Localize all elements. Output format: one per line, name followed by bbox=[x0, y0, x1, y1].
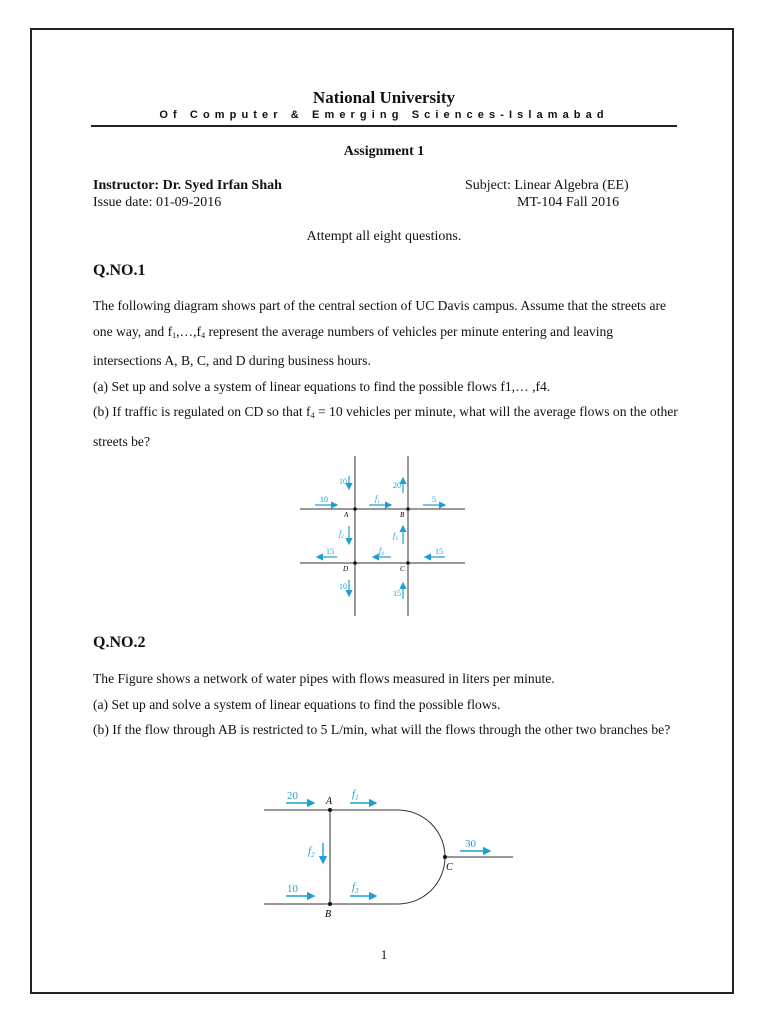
q2-part-a: (a) Set up and solve a system of linear equations to find the possible flows. bbox=[93, 696, 501, 712]
instructor: Instructor: Dr. Syed Irfan Shah bbox=[93, 178, 282, 193]
label-b: B bbox=[325, 909, 332, 920]
q1-part-a: (a) Set up and solve a system of linear equations to find the possible flows f1,… ,f4. bbox=[93, 378, 551, 394]
flow-left-bottom-label: 15 bbox=[326, 547, 334, 556]
label-b: B bbox=[400, 511, 405, 519]
label-d: D bbox=[343, 565, 349, 573]
label-c: C bbox=[400, 565, 405, 573]
course-code: MT-104 Fall 2016 bbox=[517, 195, 620, 210]
flow-right-top-label: 5 bbox=[432, 495, 436, 504]
label-a: A bbox=[326, 796, 333, 807]
flow-f3-label: $f_3$ bbox=[393, 531, 398, 542]
pipe-network-diagram bbox=[258, 775, 520, 927]
q2-line1: The Figure shows a network of water pipes with flows measured in liters per minute. bbox=[93, 671, 555, 686]
node-d bbox=[353, 561, 357, 565]
flow-f2-label: $f_2$ bbox=[308, 845, 315, 859]
university-subtitle: Of Computer & Emerging Sciences-Islamabad bbox=[159, 109, 609, 121]
assignment-title: Assignment 1 bbox=[343, 144, 425, 159]
flow-in-top-label: 20 bbox=[287, 790, 298, 802]
flow-in-bottom-label: 10 bbox=[287, 883, 298, 895]
flow-top-left-label: 10 bbox=[339, 477, 347, 486]
flow-f1-label: $f_1$ bbox=[375, 494, 380, 505]
q1-heading: Q.NO.1 bbox=[93, 262, 146, 279]
q2-part-b: (b) If the flow through AB is restricted to 5 L/min, what will the flows through the other two branches be? bbox=[93, 722, 671, 737]
label-c: C bbox=[446, 862, 453, 873]
q1-sub4: 4 bbox=[201, 330, 206, 340]
flow-top-right-label: 20 bbox=[393, 481, 401, 490]
issue-date: Issue date: 01-09-2016 bbox=[93, 195, 222, 210]
label-a: A bbox=[344, 511, 349, 519]
flow-out-label: 30 bbox=[465, 838, 476, 850]
flow-left-top-label: 10 bbox=[320, 495, 328, 504]
q1-part-b-pre: (b) If traffic is regulated on CD so that f bbox=[93, 404, 311, 419]
q1-part-b-sub: 4 bbox=[310, 411, 315, 420]
node-a bbox=[328, 808, 332, 812]
subject: Subject: Linear Algebra (EE) bbox=[465, 178, 629, 193]
q1-text-b: represent the average numbers of vehicles per minute entering and leaving intersections A, B, C, and D during business hours. bbox=[93, 323, 614, 368]
node-c bbox=[406, 561, 410, 565]
flow-f2-label: $f_2$ bbox=[339, 529, 344, 540]
node-b bbox=[328, 902, 332, 906]
flow-bottom-left-label: 10 bbox=[339, 582, 347, 591]
q2-heading: Q.NO.2 bbox=[93, 634, 146, 651]
node-c bbox=[443, 855, 447, 859]
q2-paragraph bbox=[93, 666, 683, 743]
flow-f4-label: $f_4$ bbox=[379, 546, 384, 557]
flow-f1-label: $f_1$ bbox=[352, 788, 359, 802]
flow-right-bottom-label: 15 bbox=[435, 547, 443, 556]
traffic-diagram bbox=[295, 456, 470, 616]
q1-text-a: The following diagram shows part of the central section of UC Davis campus. Assume that the streets are one way, and f bbox=[93, 298, 667, 339]
flow-bottom-right-label: 15 bbox=[393, 589, 401, 598]
q1-part-b-post: = 10 vehicles per minute, what will the average flows on the other streets be? bbox=[93, 404, 678, 449]
page-number: 1 bbox=[380, 947, 388, 962]
node-b bbox=[406, 507, 410, 511]
instruction: Attempt all eight questions. bbox=[306, 229, 462, 244]
pipe-arc bbox=[398, 810, 445, 904]
header-rule bbox=[91, 125, 677, 127]
q1-paragraph bbox=[93, 293, 683, 454]
university-name: National University bbox=[312, 88, 456, 107]
q1-sub1: 1 bbox=[172, 330, 177, 340]
flow-f3-label: $f_3$ bbox=[352, 881, 359, 895]
node-a bbox=[353, 507, 357, 511]
q1-text-mid: ,…,f bbox=[176, 323, 202, 339]
